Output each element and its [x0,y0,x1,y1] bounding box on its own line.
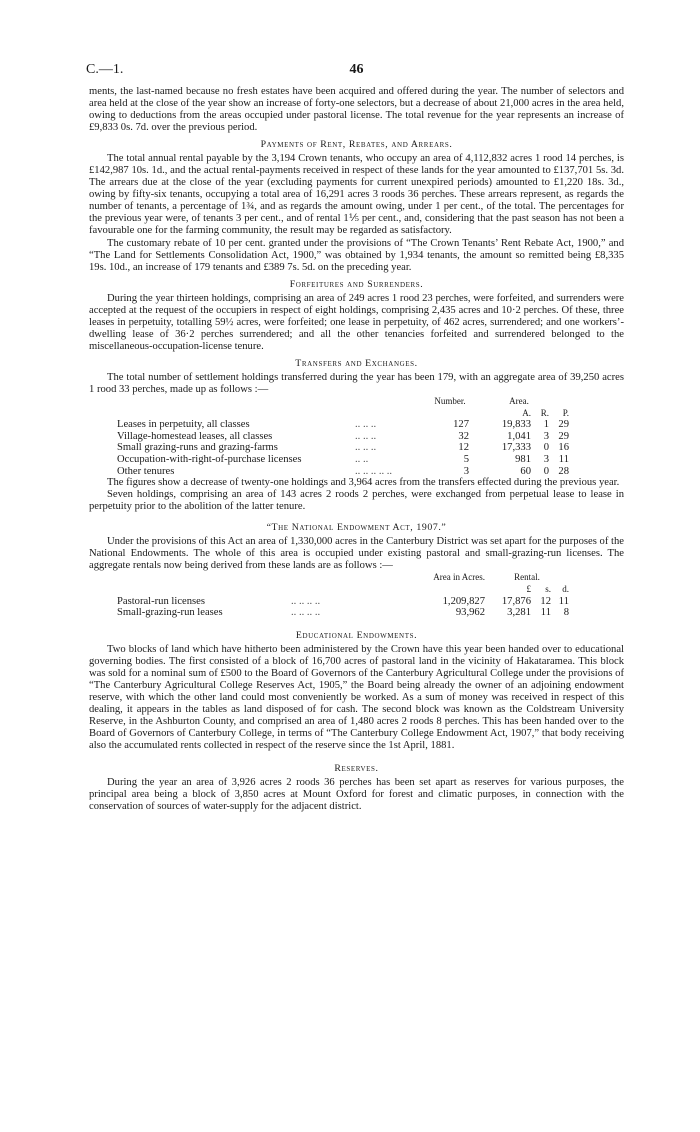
educational-paragraph: Two blocks of land which have hitherto been administered by the Crown have this year been handed over to educational governing bodies. The first consisted of a block of 16,700 acres of pastoral land in the vicinity of Hakataramea. This block was sold for a nominal sum of £500 to the Board of Governors of the Canterbury Agricultural College under the provisions of “The Canterbury Agricultural College Reserves Act, 1905,” the Board being already the owner of an adjoining endowment reserve, with which the other land could most conveniently be worked. As a sum of money was received in respect of this dealing, it appears in the tables as land disposed of for cash. The second block was known as the Coldstream University Reserve, in the Ashburton County, and comprised an area of 1,480 acres 2 roods 8 perches. This has been handed over to the Board of Governors of Canterbury College, in terms of “The Canterbury College Endowment Act, 1907,” that body receiving also the accumulated rents collected in respect of the reserve since the 1st April, 1881. [89,643,624,752]
row-number: 3 [463,465,469,477]
column-header-number: Number. [434,395,466,406]
row-pounds: 17,876 [501,595,531,607]
transfers-paragraph-1: The total number of settlement holdings transferred during the year has been 179, with an aggregate area of 39,250 acres 1 rood 33 perches, made up as follows :— [89,371,624,395]
row-pounds: 3,281 [507,607,531,619]
report-reference: C.—1. [86,62,124,77]
intro-paragraph: ments, the last-named because no fresh estates have been acquired and offered during the year. The number of selectors and area held at the close of the year show an increase of forty-one selectors, but a decrease of about 21,000 acres in the area held, owing to deductions from the areas occupied under pastoral license. The total revenue for the year represents an increase of £9,833 0s. 7d. over the previous period. [89,86,624,134]
unit-perches: P. [562,407,569,418]
table-row [117,419,609,431]
table-row [117,431,609,443]
heading-reserves: Reserves. [334,763,379,775]
forfeitures-paragraph: During the year thirteen holdings, comprising an area of 249 acres 1 rood 23 perches, were forfeited, and surrenders were accepted at the request of the occupiers in respect of eight holdings, comprising 2,435 acres and 10·2 perches. Of these, three leases in perpetuity, totalling 59½ acres, were forfeited; one lease in perpetuity, of 462 acres, surrendered; and one workers’-dwelling lease of 36·2 perches surrendered; and all the other tenancies forfeited and surrendered belonged to the miscellaneous-occupation-license tenure. [89,292,624,352]
table-row [117,466,609,478]
national-endowment-paragraph: Under the provisions of this Act an area of 1,330,000 acres in the Canterbury District was set apart for the purposes of the National Endowments. The whole of this area is occupied under existing pastoral and small-grazing-run licenses. The aggregate rentals now being derived from these lands are as follows :— [89,536,624,572]
row-acres: 981 [515,453,531,465]
row-number: 5 [463,453,469,465]
row-perches: 11 [558,453,569,465]
table-row [117,454,609,466]
row-label: Village-homestead leases, all classes [117,430,273,442]
row-pence: 11 [558,595,569,607]
document-page [86,62,624,813]
national-header-row [117,572,569,584]
heading-payments: Payments of Rent, Rebates, and Arrears. [260,139,453,151]
page-header [86,62,624,86]
leader-dots: .. .. [355,453,369,465]
row-perches: 16 [558,442,569,454]
transfers-units-row [117,408,609,420]
row-perches: 29 [558,430,569,442]
column-header-rental: Rental. [514,572,540,583]
leader-dots: .. .. .. .. [291,595,321,607]
transfers-paragraph-3: Seven holdings, comprising an area of 143 acres 2 roods 2 perches, were exchanged from perpetual lease to lease in perpetuity prior to the abolition of the latter tenure. [89,489,624,513]
heading-national-endowment: “The National Endowment Act, 1907.” [266,522,447,534]
row-acres: 19,833 [501,419,531,431]
heading-forfeitures: Forfeitures and Surrenders. [289,278,424,290]
row-label: Other tenures [117,465,175,477]
leader-dots: .. .. .. [355,442,377,454]
row-label: Leases in perpetuity, all classes [117,419,250,431]
row-pence: 8 [563,607,569,619]
national-units-row [117,584,569,596]
heading-educational-endowments: Educational Endowments. [295,629,418,641]
row-roods: 0 [543,465,549,477]
leader-dots: .. .. .. [355,419,377,431]
unit-acres: A. [522,407,531,418]
row-acres: 60 [520,465,531,477]
row-acres: 1,041 [507,430,531,442]
national-endowment-table [117,572,569,618]
row-number: 32 [458,430,469,442]
row-number: 127 [453,419,469,431]
unit-pounds: £ [526,584,531,595]
row-shillings: 11 [540,607,551,619]
transfers-header-row [117,396,609,408]
leader-dots: .. .. .. .. .. [355,465,393,477]
row-roods: 0 [543,442,549,454]
page-number: 46 [349,62,364,77]
row-number: 12 [458,442,469,454]
leader-dots: .. .. .. .. [291,607,321,619]
row-area: 93,962 [455,607,485,619]
row-perches: 29 [558,419,569,431]
heading-transfers: Transfers and Exchanges. [295,357,418,369]
row-roods: 1 [543,419,549,431]
row-roods: 3 [543,430,549,442]
row-roods: 3 [543,453,549,465]
row-acres: 17,333 [501,442,531,454]
unit-pence: d. [562,584,569,595]
table-row [117,442,609,454]
column-header-area: Area in Acres. [433,572,485,583]
transfers-paragraph-2: The figures show a decrease of twenty-one holdings and 3,964 acres from the transfers effected during the previous year. [107,477,620,489]
unit-shillings: s. [545,584,551,595]
transfers-table [117,396,609,477]
payments-paragraph-2: The customary rebate of 10 per cent. granted under the provisions of “The Crown Tenants’ Rent Rebate Act, 1900,” and “The Land for Settlements Consolidation Act, 1900,” was obtained by 1,934 tenants, the amount so remitted being £8,335 19s. 10d., an increase of 179 tenants and £389 7s. 5d. on the preceding year. [89,237,624,273]
row-perches: 28 [558,465,569,477]
row-area: 1,209,827 [442,595,485,607]
table-row [117,607,569,619]
row-label: Small grazing-runs and grazing-farms [117,442,278,454]
payments-paragraph-1: The total annual rental payable by the 3,194 Crown tenants, who occupy an area of 4,112,832 acres 1 rood 14 perches, is £142,987 10s. 1d., and the actual rental-payments received in respect of these lands for the year amounted to £137,701 5s. 3d. The arrears due at the close of the year (excluding payments for current unexpired periods) amounted to £1,220 18s. 3d., owing by fifty-six tenants, occupying a total area of 16,291 acres 3 roods 36 perches. These arrears represent, as regards the number of tenants, a percentage of 1¾, and as regards the amount owing, under 1 per cent., of the total. The percentages for the previous year were, of tenants 3 per cent., and of rental 1⅕ per cent., and, considering that the past season has not been a favourable one for the farming community, the result may be regarded as satisfactory. [89,153,624,237]
reserves-paragraph: During the year an area of 3,926 acres 2 roods 36 perches has been set apart as reserves for various purposes, the principal area being a block of 3,850 acres at Mount Oxford for forest and climatic purposes, in connection with the conservation of sources of water-supply for the adjacent district. [89,777,624,813]
table-row [117,596,569,608]
unit-roods: R. [540,407,549,418]
row-label: Small-grazing-run leases [117,607,223,619]
leader-dots: .. .. .. [355,430,377,442]
row-label: Pastoral-run licenses [117,595,205,607]
column-header-area: Area. [509,395,529,406]
row-label: Occupation-with-right-of-purchase licenses [117,453,302,465]
row-shillings: 12 [540,595,551,607]
